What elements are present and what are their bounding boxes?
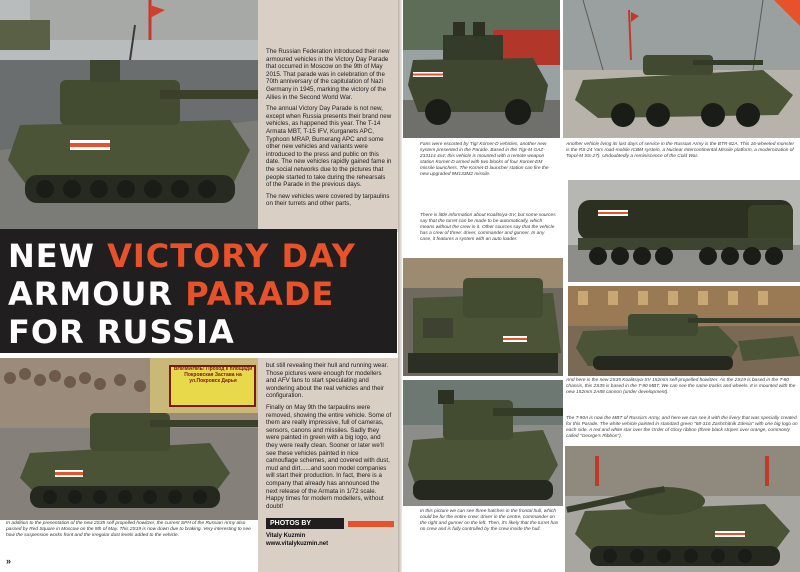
photo-2s35-turret-close xyxy=(403,258,563,376)
photo-2s35-front-hull xyxy=(403,380,563,506)
street-sign-text: ВНИМАНИЕ! Проход к площади Покровская Застава на ул.Покровск Дарья xyxy=(173,366,253,384)
title-word-armour: ARMOUR xyxy=(8,275,186,313)
photo-2s35-koalitsiya xyxy=(568,286,800,376)
photo-credit-heading: PHOTOS BY xyxy=(266,518,344,529)
photo-2s19-howitzer xyxy=(0,358,262,520)
intro-text-box xyxy=(258,0,400,232)
intro-paragraph-2: The annual Victory Day Parade is not new, except when Russia presents their brand new vehicles, as happened this year. The T-14 Armata MBT, T-15 IFV, Kurganets APC, Typhoon MRAP, Bumerang APC and some other new vehicles and variants were introduced to the press and public on this date. The new vehicles rapidly gained fame in the social networks due to the pictures that people started to take during the rehearsals of the Parade in the previous days. xyxy=(266,105,392,189)
caption-t90a: The T-90A is now the MBT of Russia's Army, and here we can see it with the livery that was specially created for this Parade. The white vehicle painted in standard green "68-316 Zashchitnik Zdesia" with one big logo on each side. A red and white star over the Order of Glory ribbon (three black stripes over orange, commonly called "George's Ribbon"). xyxy=(566,416,798,439)
caption-2s19: In addition to the presentation of the new 2S35 self propelled howitzer, the current SPH of the Russian Army also passed by Red Square in Moscow on the 9th of May. This 2S19 is now down due to braking. Very interesting to see how the suspension works front and the irregular dust levels added to the vehicle. xyxy=(6,521,251,538)
column-2-paragraph-2: Finally on May 9th the tarpaulins were removed, showing the entire vehicle. Some of them are really impressive, full of cameras, sensors, canons and missiles. Sadly they were painted in green with a big logo, and they were really clean. Sooner or later we'll see these vehicles painted in nice camouflage schemes, and covered with dust, mud and dirt......and soon model companies will start their production. In fact, there is a company that already has announced the next release of the Armata in 1/72 scale. Happy times for modern modellers, without doubt! xyxy=(266,403,392,510)
intro-paragraph-3: The new vehicles were covered by tarpaulins on their turrets and other parts, xyxy=(266,192,390,208)
photo-credit-url[interactable]: www.vitalykuzmin.net xyxy=(266,541,329,547)
column-2-paragraph-1: but still revealing their hull and running wear. Those pictures were enough for modellers and AFV fans to start speculating and wondering about the real vehicles and their configuration. xyxy=(266,362,389,400)
photo-credit xyxy=(266,518,346,566)
intro-paragraph-1: The Russian Federation introduced their new armoured vehicles in the Victory Day Parade that occurred in Moscow on the 9th of May 2015. That parade was in celebration of the 70th anniversary of the capitulation of Nazi Germany in 1945, marking the victory of the Allies in the Second World War. xyxy=(266,48,390,101)
caption-2s35: And here is the new 2S35 Koalitsiya-SV 152mm self-propelled howitzer. As the 2S19 is based in the T-80 chassis, this 2S35 is based in the T-90 MBT. We can see the same tracks and wheels. It is mounted with the new 152mm 2A88 cannon (under development). xyxy=(566,378,796,395)
photo-tigr-kornet-d xyxy=(403,0,560,138)
caption-tigr: Fans were escorted by Tigr Kornet-D vehicles, another new system presented in the Parade. Based in the Tigr-M GAZ-233114 4x4, this vehicle is mounted with a remote weapon station Kornet-D armed with two blocks of four Kornet-EM missile launchers. The Kornet-D launcher station can fire the new upgraded 9M133M2 missile. xyxy=(420,142,549,177)
photo-btr-82a xyxy=(563,0,800,138)
page-gutter xyxy=(398,0,402,572)
credit-accent-bar xyxy=(348,521,394,527)
photo-credit-name: Vitaly Kuzmin xyxy=(266,533,306,539)
corner-accent xyxy=(774,0,800,26)
title-word-new: NEW xyxy=(8,237,108,275)
title-word-for-russia: FOR RUSSIA xyxy=(8,313,235,351)
hero-photo-t14-armata xyxy=(0,0,262,232)
title-line-2 xyxy=(8,275,334,313)
title-word-parade: PARADE xyxy=(185,275,335,313)
title-word-victory-day: VICTORY DAY xyxy=(107,237,356,275)
photo-t90a xyxy=(565,446,800,572)
caption-koalitsiya-info: There is little information about Koalitsiya-SV, but some sources say that the turret can be made to be automatically, which means without the crew in it. Other sources say that the vehicle has a crew of three: driver, commander and gunner. In any case, it features a system with an auto loader. xyxy=(420,213,556,242)
caption-btr-and-yars: Another vehicle living its last days of service in the Russian Army is the BTR-82A. This 16-wheeled monster is the RS-24 Yars road-mobile ICBM system, a Nuclear Intercontinental Missile platform, a modernization of Topol-M SS-27). Undoubtedly a reminiscence of the Cold War. xyxy=(566,142,795,159)
next-page-arrows: » xyxy=(6,556,12,566)
title-banner xyxy=(0,229,397,353)
title-line-1 xyxy=(8,237,356,275)
title-line-3 xyxy=(8,313,235,351)
caption-three-hatches: In this picture we can see three hatches in the frontal hull, which could be for the entire crew: driver in the centre, commander on the right and gunner on the left. Then, it's likely that the turret has no crew and is fully controlled by the crew inside the hull. xyxy=(420,509,559,532)
photo-rs-24-yars xyxy=(568,180,800,282)
